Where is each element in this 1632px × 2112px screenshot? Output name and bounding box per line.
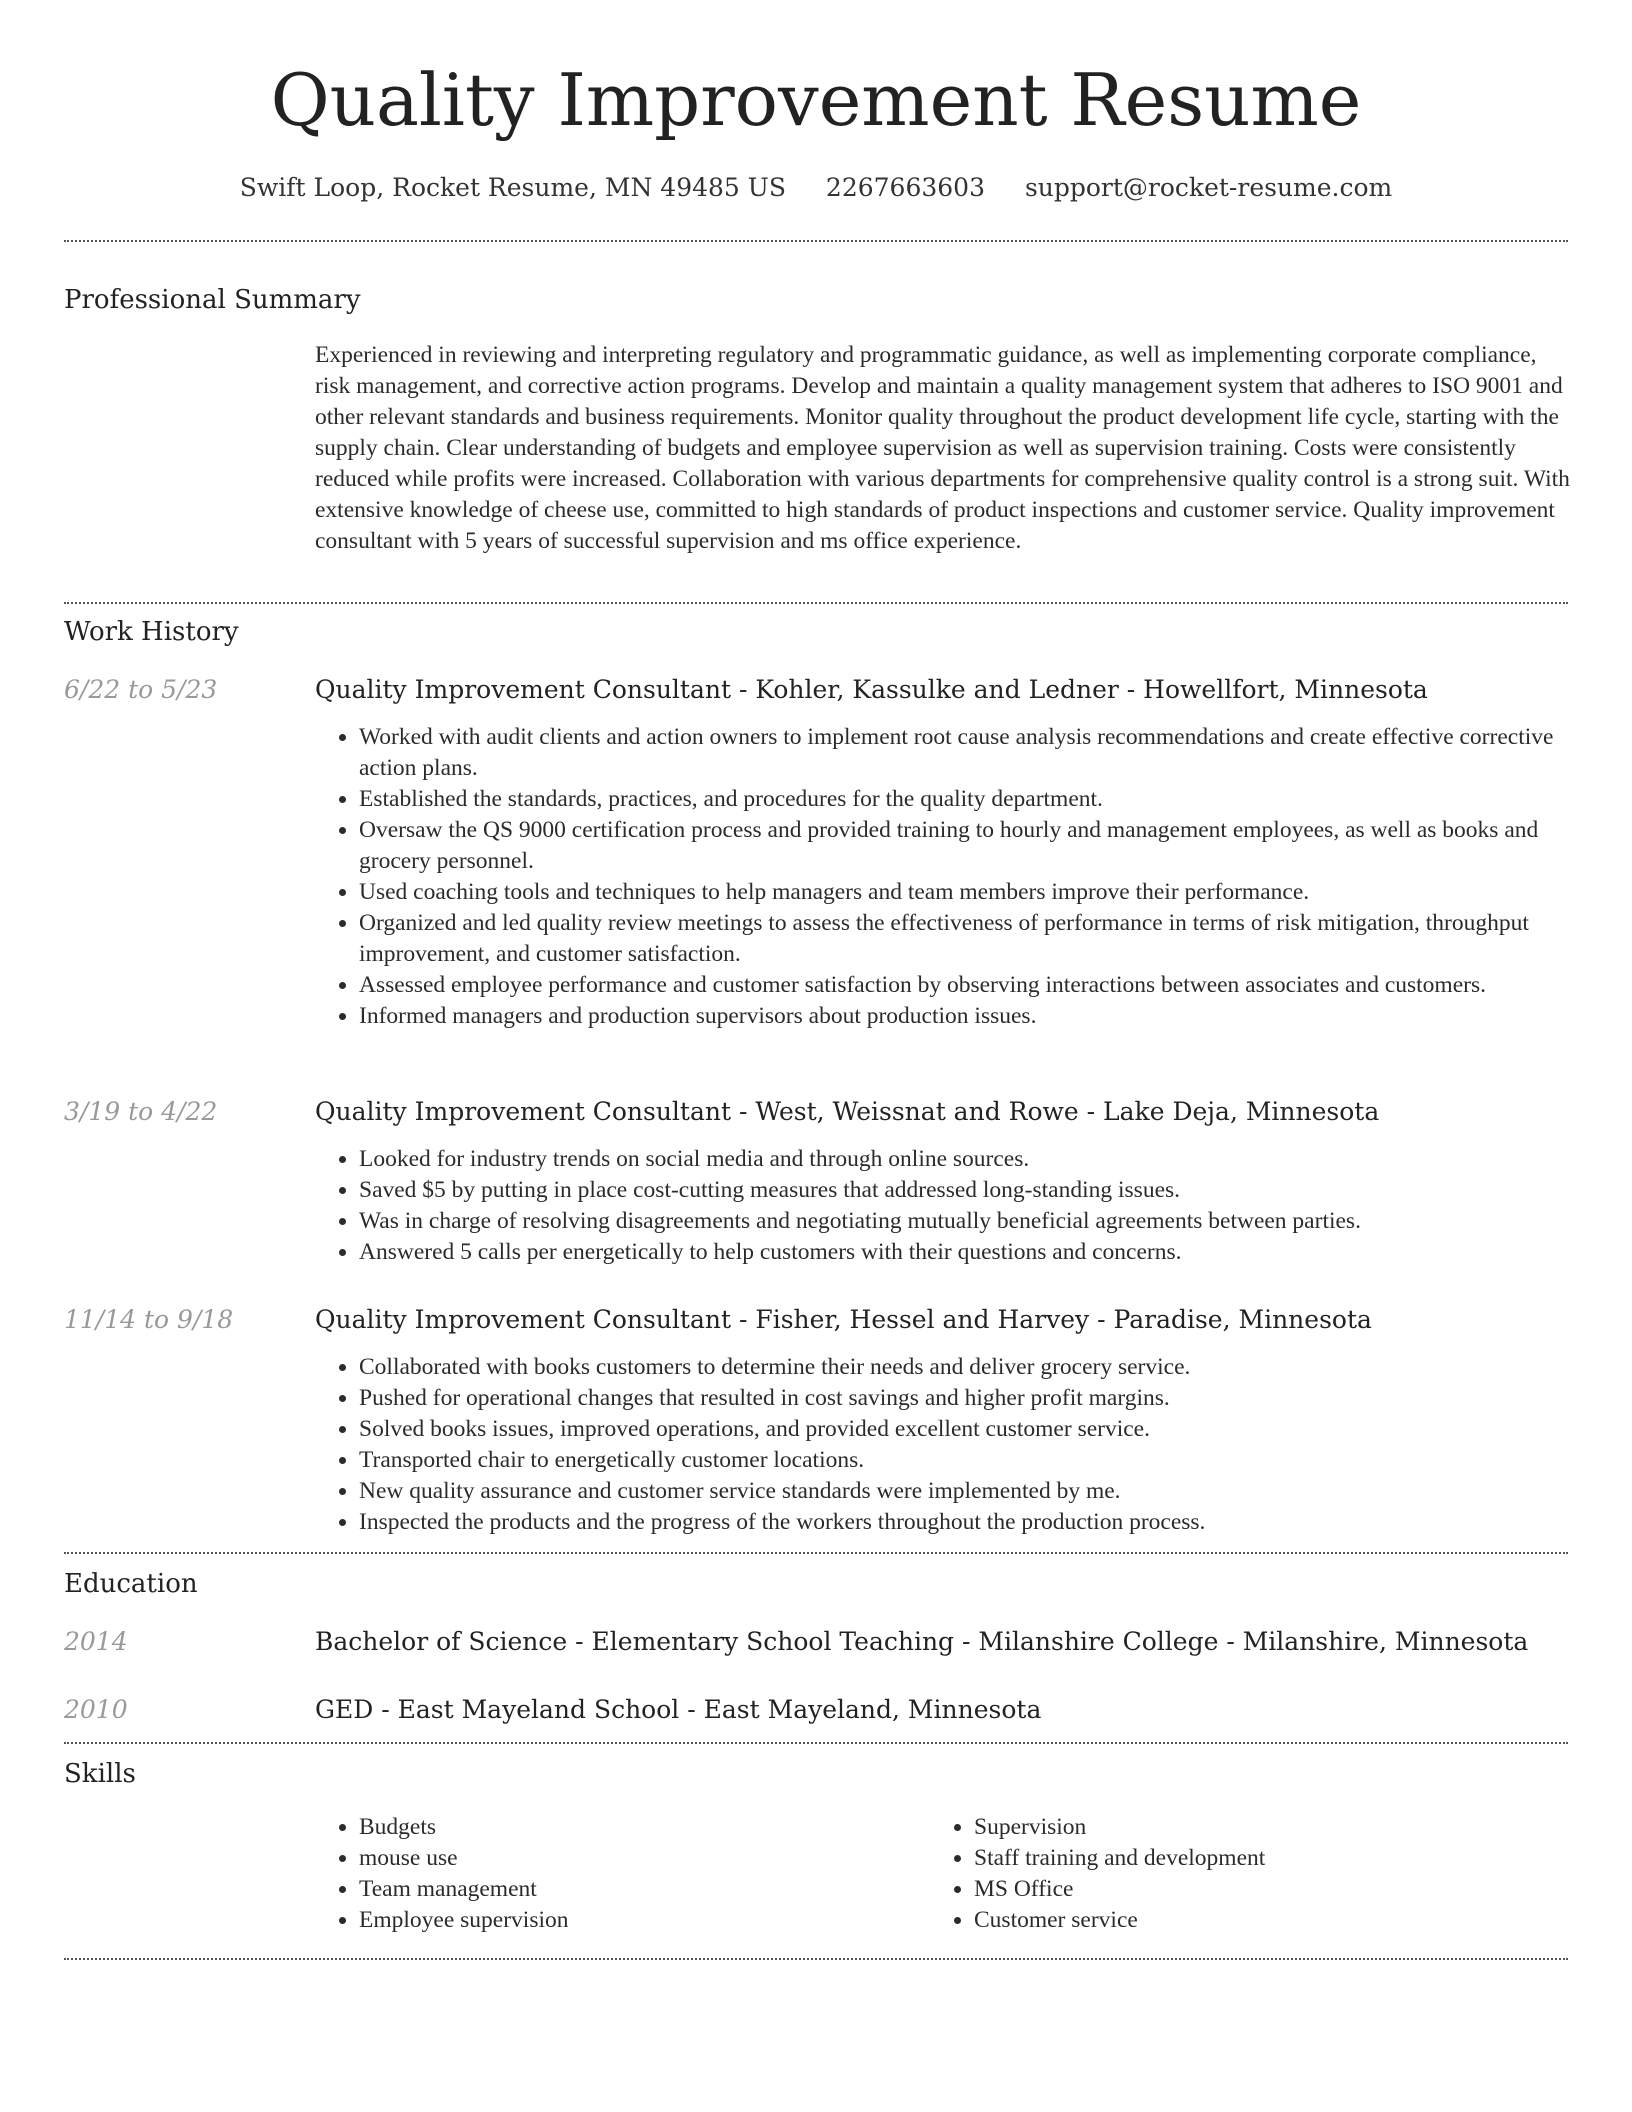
list-item: • Organized and led quality review meetings to assess the effectiveness of performance in terms of risk mitigation, throughput improvement, and customer satisfaction. bbox=[359, 908, 1570, 970]
job-heading: Quality Improvement Consultant - West, Weissnat and Rowe - Lake Deja, Minnesota bbox=[315, 1097, 1380, 1126]
job-dates: 11/14 to 9/18 bbox=[64, 1305, 234, 1334]
skill-item: • Team management bbox=[359, 1874, 875, 1905]
skills-section-title: Skills bbox=[64, 1759, 136, 1789]
skill-item: • Employee supervision bbox=[359, 1905, 875, 1936]
job-dates: 6/22 to 5/23 bbox=[64, 675, 218, 704]
education-year: 2014 bbox=[64, 1627, 128, 1656]
list-item: • Inspected the products and the progress of the workers throughout the production process. bbox=[359, 1507, 1570, 1538]
skill-item: • MS Office bbox=[974, 1874, 1490, 1905]
job-bullets bbox=[315, 722, 1570, 1032]
skills-list-left bbox=[315, 1812, 875, 1936]
education-year: 2010 bbox=[64, 1695, 128, 1724]
list-item: • Oversaw the QS 9000 certification process and provided training to hourly and management employees, as well as books and grocery personnel. bbox=[359, 815, 1570, 877]
education-degree: GED - East Mayeland School - East Mayeland, Minnesota bbox=[315, 1695, 1042, 1724]
list-item: • Established the standards, practices, and procedures for the quality department. bbox=[359, 784, 1570, 815]
summary-section-title: Professional Summary bbox=[64, 285, 361, 315]
list-item: • Informed managers and production supervisors about production issues. bbox=[359, 1001, 1570, 1032]
list-item: • New quality assurance and customer service standards were implemented by me. bbox=[359, 1476, 1570, 1507]
list-item: • Used coaching tools and techniques to help managers and team members improve their performance. bbox=[359, 877, 1570, 908]
list-item: • Solved books issues, improved operations, and provided excellent customer service. bbox=[359, 1414, 1570, 1445]
job-bullets bbox=[315, 1352, 1570, 1538]
list-item: • Transported chair to energetically customer locations. bbox=[359, 1445, 1570, 1476]
skill-item: • mouse use bbox=[359, 1843, 875, 1874]
section-divider bbox=[64, 1552, 1568, 1554]
list-item: • Saved $5 by putting in place cost-cutting measures that addressed long-standing issues. bbox=[359, 1175, 1570, 1206]
section-divider bbox=[64, 240, 1568, 242]
list-item: • Was in charge of resolving disagreements and negotiating mutually beneficial agreements between parties. bbox=[359, 1206, 1570, 1237]
email: support@rocket-resume.com bbox=[1024, 173, 1393, 202]
list-item: • Assessed employee performance and customer satisfaction by observing interactions between associates and customers. bbox=[359, 970, 1570, 1001]
skills-list-right bbox=[930, 1812, 1490, 1936]
list-item: • Pushed for operational changes that resulted in cost savings and higher profit margins. bbox=[359, 1383, 1570, 1414]
skill-item: • Customer service bbox=[974, 1905, 1490, 1936]
job-heading: Quality Improvement Consultant - Fisher, Hessel and Harvey - Paradise, Minnesota bbox=[315, 1305, 1372, 1334]
job-heading: Quality Improvement Consultant - Kohler, Kassulke and Ledner - Howellfort, Minnesota bbox=[315, 675, 1428, 704]
section-divider bbox=[64, 1742, 1568, 1744]
address: Swift Loop, Rocket Resume, MN 49485 US bbox=[239, 173, 786, 202]
list-item: • Worked with audit clients and action owners to implement root cause analysis recommendations and create effective corrective action plans. bbox=[359, 722, 1570, 784]
education-degree: Bachelor of Science - Elementary School Teaching - Milanshire College - Milanshire, Minnesota bbox=[315, 1627, 1529, 1656]
work-section-title: Work History bbox=[64, 617, 239, 647]
contact-line bbox=[0, 170, 1632, 206]
summary-text: Experienced in reviewing and interpreting regulatory and programmatic guidance, as well as implementing corporate compliance, risk management, and corrective action programs. Develop and maintain a quality management system that adheres to ISO 9001 and other relevant standards and business requirements. Monitor quality throughout the product development life cycle, starting with the supply chain. Clear understanding of budgets and employee supervision as well as supervision training. Costs were consistently reduced while profits were increased. Collaboration with various departments for comprehensive quality control is a strong suit. With extensive knowledge of cheese use, committed to high standards of product inspections and customer service. Quality improvement consultant with 5 years of successful supervision and ms office experience. bbox=[315, 342, 1570, 554]
skill-item: • Budgets bbox=[359, 1812, 875, 1843]
section-divider bbox=[64, 602, 1568, 604]
job-bullets bbox=[315, 1144, 1570, 1268]
section-divider bbox=[64, 1958, 1568, 1960]
phone: 2267663603 bbox=[825, 173, 985, 202]
list-item: • Looked for industry trends on social media and through online sources. bbox=[359, 1144, 1570, 1175]
skill-item: • Supervision bbox=[974, 1812, 1490, 1843]
list-item: • Collaborated with books customers to determine their needs and deliver grocery service. bbox=[359, 1352, 1570, 1383]
education-section-title: Education bbox=[64, 1569, 198, 1599]
resume-title: Quality Improvement Resume bbox=[270, 58, 1362, 142]
list-item: • Answered 5 calls per energetically to help customers with their questions and concerns. bbox=[359, 1237, 1570, 1268]
skill-item: • Staff training and development bbox=[974, 1843, 1490, 1874]
job-dates: 3/19 to 4/22 bbox=[64, 1097, 218, 1126]
